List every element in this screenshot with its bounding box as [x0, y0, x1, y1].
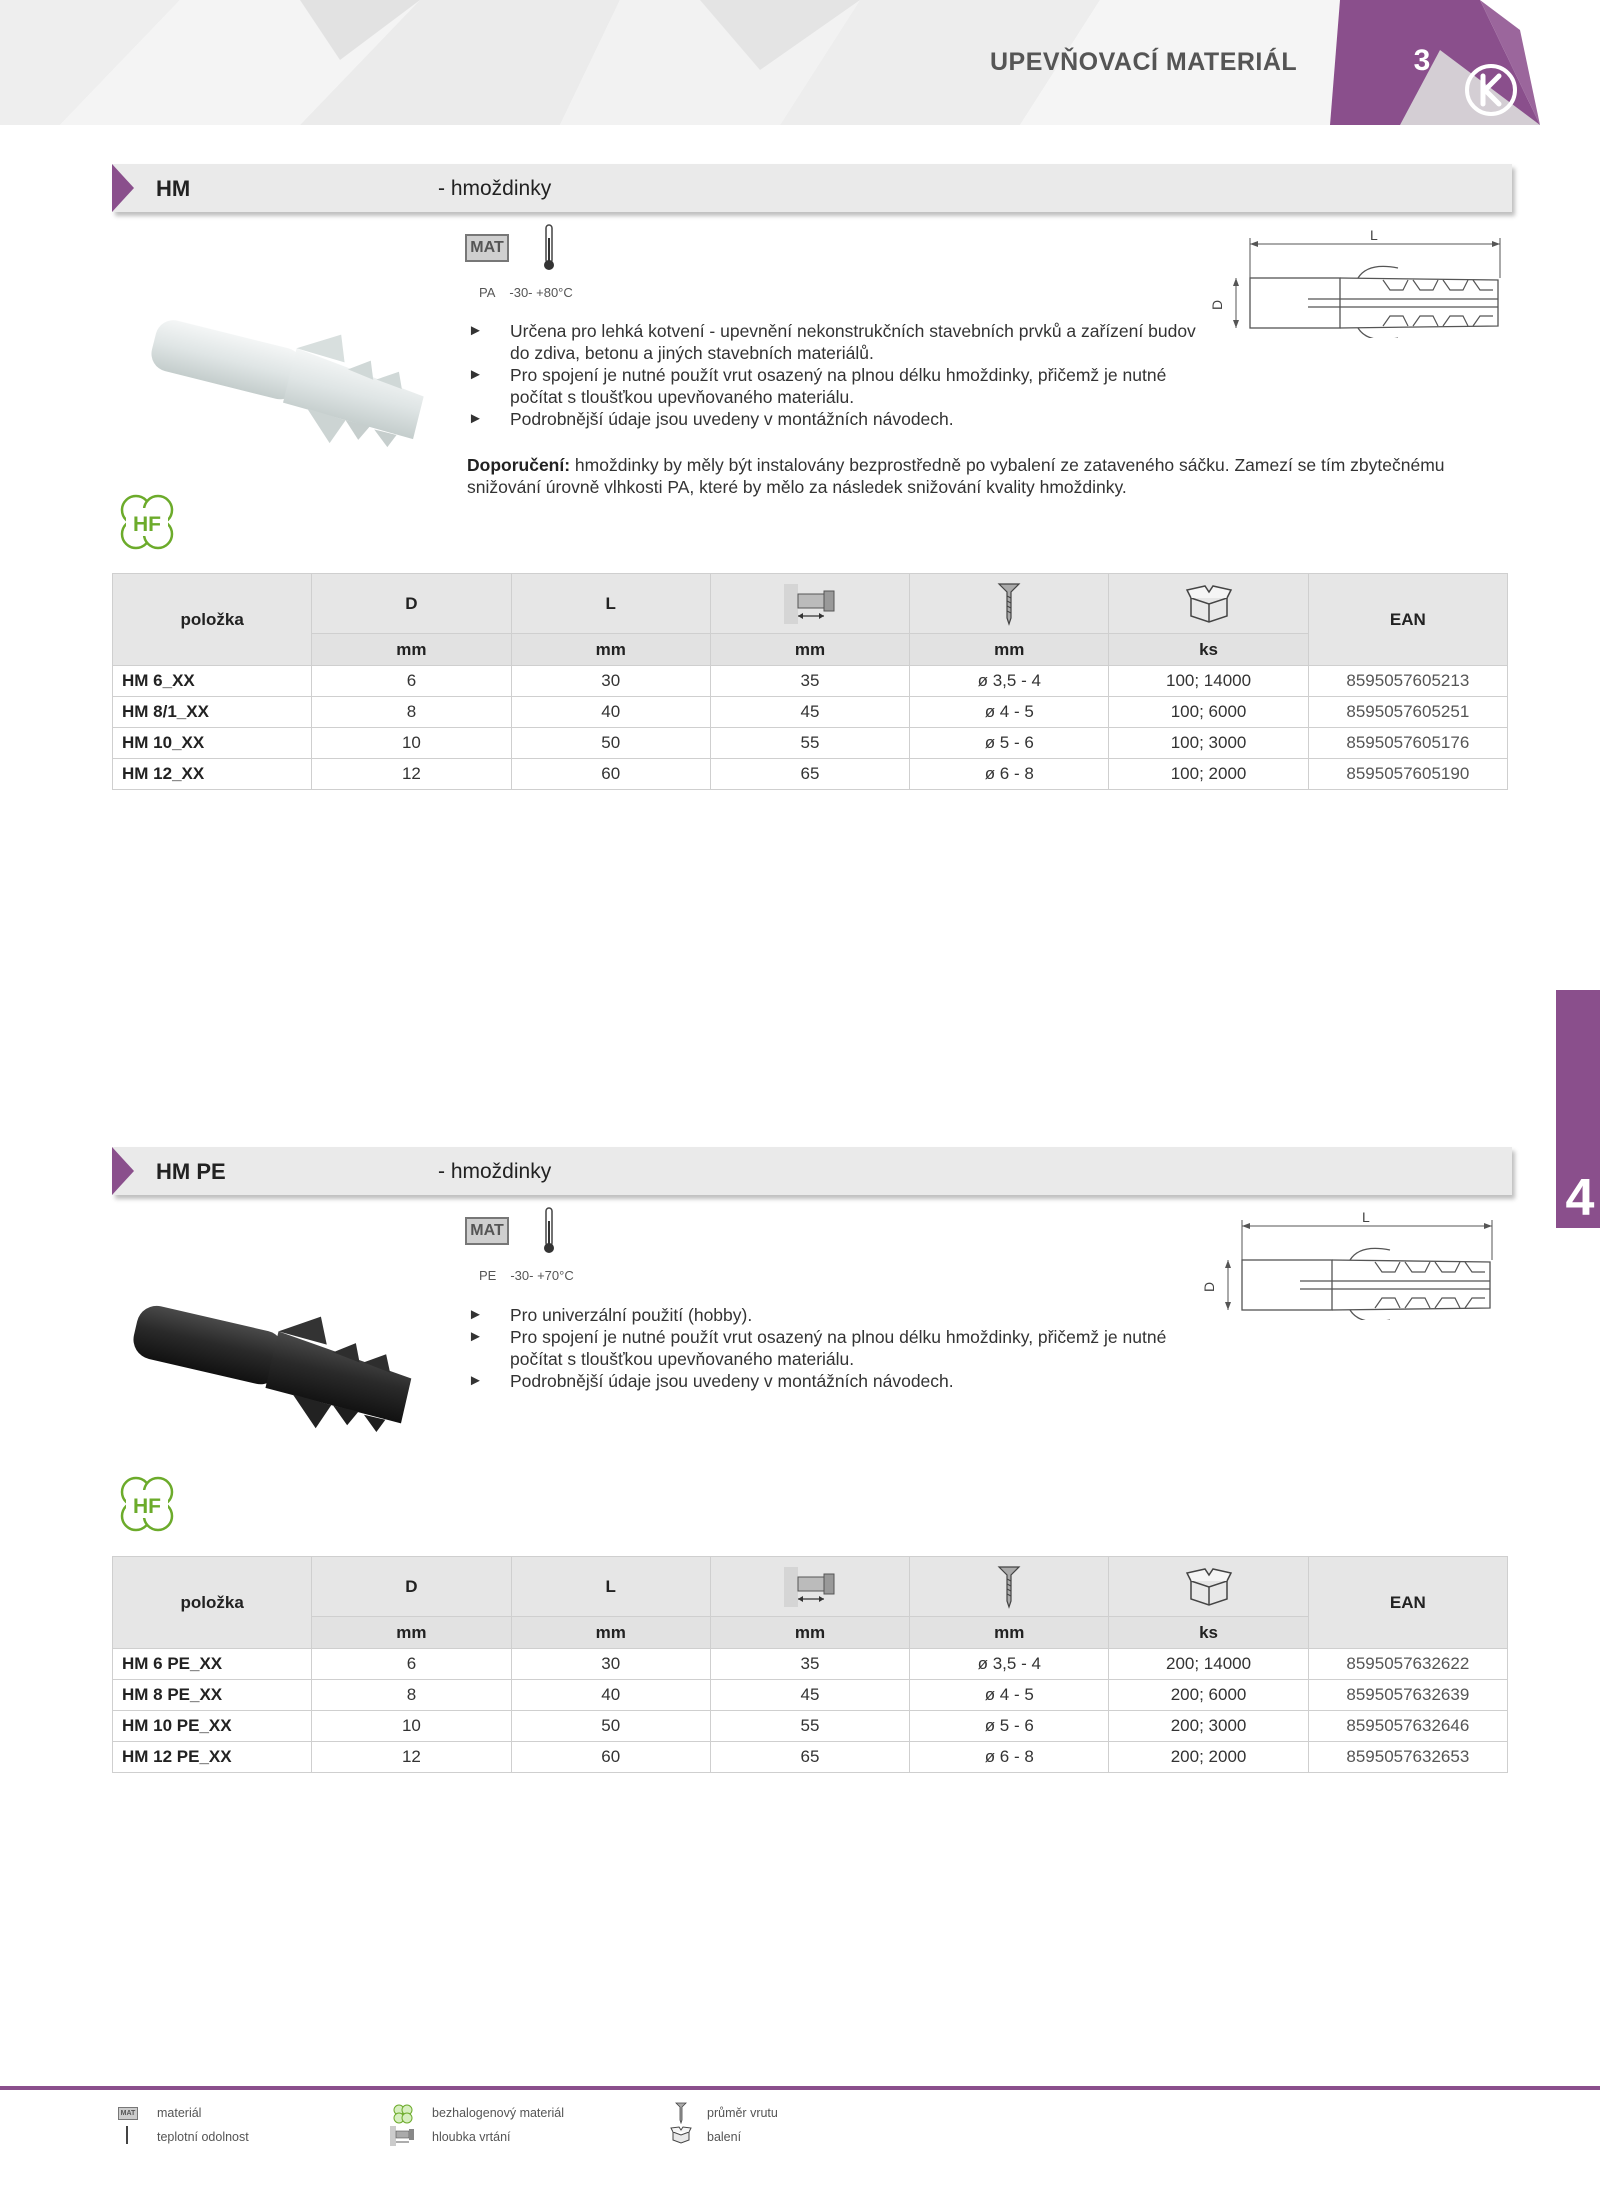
l-cell: 60 — [511, 759, 710, 790]
drill-depth-icon — [390, 2126, 416, 2146]
page-number: 3 — [1413, 44, 1431, 77]
d-cell: 10 — [312, 1711, 511, 1742]
pack-cell: 100; 2000 — [1109, 759, 1308, 790]
material-info — [479, 285, 587, 300]
ean-cell: 8595057632646 — [1308, 1711, 1507, 1742]
unit-cell: mm — [312, 1617, 511, 1649]
material-value: PE — [479, 1268, 497, 1283]
hf-icon — [112, 488, 182, 558]
section-header-hm-pe — [112, 1147, 1512, 1195]
legend-label: hloubka vrtání — [432, 2130, 511, 2144]
thermometer-icon — [543, 1207, 555, 1255]
mat-icon: MAT — [465, 234, 509, 262]
feature-list-hm-pe — [468, 1304, 1208, 1392]
ean-cell: 8595057605190 — [1308, 759, 1507, 790]
legend-label: průměr vrutu — [707, 2106, 778, 2120]
screw-cell: ø 6 - 8 — [910, 759, 1109, 790]
header-title: UPEVŇOVACÍ MATERIÁL — [990, 48, 1298, 76]
l-cell: 30 — [511, 1649, 710, 1680]
col-l-header: L — [511, 1557, 710, 1617]
col-item-header: položka — [113, 1557, 312, 1649]
list-item: ► Pro univerzální použití (hobby). — [468, 1304, 1208, 1326]
ean-cell: 8595057605251 — [1308, 697, 1507, 728]
legend-label: balení — [707, 2130, 742, 2144]
table-row — [113, 666, 1508, 697]
thermometer-icon — [543, 224, 555, 272]
col-d-header: D — [312, 1557, 511, 1617]
mat-icon: MAT — [118, 2107, 138, 2120]
table-row — [113, 728, 1508, 759]
l-cell: 50 — [511, 1711, 710, 1742]
screw-cell: ø 3,5 - 4 — [910, 1649, 1109, 1680]
list-item: ► Určena pro lehká kotvení - upevnění nekonstrukčních stavebních prvků a zařízení budov do zdiva, betonu a jiných stavebních materiálů. — [468, 320, 1208, 364]
product-photo-hm-pe — [118, 1288, 418, 1448]
ean-cell: 8595057605213 — [1308, 666, 1507, 697]
col-depth-header — [710, 574, 909, 634]
d-cell: 8 — [312, 697, 511, 728]
screw-icon — [675, 2102, 687, 2124]
spec-table-hm-pe — [112, 1556, 1508, 1773]
unit-cell: ks — [1109, 634, 1308, 666]
table-row — [113, 1742, 1508, 1773]
unit-cell: mm — [710, 634, 909, 666]
depth-cell: 35 — [710, 1649, 909, 1680]
header-background — [0, 0, 1600, 125]
drill-depth-icon — [782, 1565, 838, 1609]
product-photo-hm — [138, 302, 428, 462]
pack-cell: 200; 2000 — [1109, 1742, 1308, 1773]
item-cell: HM 6 PE_XX — [113, 1649, 312, 1680]
screw-icon — [997, 1565, 1021, 1609]
footer-divider — [0, 2086, 1600, 2090]
table-row — [113, 1649, 1508, 1680]
col-item-header: položka — [113, 574, 312, 666]
col-d-header: D — [312, 574, 511, 634]
d-cell: 6 — [312, 1649, 511, 1680]
spec-table-hm — [112, 573, 1508, 790]
col-depth-header — [710, 1557, 909, 1617]
item-cell: HM 10 PE_XX — [113, 1711, 312, 1742]
box-icon — [1185, 1567, 1233, 1607]
table-row — [113, 1711, 1508, 1742]
section-code: HM — [156, 176, 191, 201]
d-cell: 12 — [312, 1742, 511, 1773]
l-cell: 60 — [511, 1742, 710, 1773]
ean-cell: 8595057632639 — [1308, 1680, 1507, 1711]
chapter-number: 4 — [1565, 1169, 1595, 1227]
brand-logo-icon — [1463, 62, 1519, 118]
recommendation-note — [467, 454, 1517, 498]
col-ean-header: EAN — [1308, 1557, 1507, 1649]
temperature-value: -30- +70°C — [510, 1268, 574, 1283]
pack-cell: 100; 6000 — [1109, 697, 1308, 728]
dimension-drawing-hm — [1198, 228, 1508, 338]
d-cell: 8 — [312, 1680, 511, 1711]
table-row — [113, 759, 1508, 790]
recommendation-text: hmoždinky by měly být instalovány bezprostředně po vybalení ze zataveného sáčku. Zamezí se tím zbytečnému snižování úrovně vlhkosti PA, které by mělo za následek snižování kvality hmoždinky. — [467, 455, 1445, 497]
box-icon — [670, 2126, 692, 2144]
length-label: L — [1370, 228, 1378, 243]
screw-cell: ø 4 - 5 — [910, 697, 1109, 728]
legend-label: materiál — [157, 2106, 202, 2120]
diameter-label: D — [1201, 1281, 1217, 1292]
hf-label: HF — [133, 513, 161, 536]
col-screw-header — [910, 574, 1109, 634]
d-cell: 10 — [312, 728, 511, 759]
item-cell: HM 8 PE_XX — [113, 1680, 312, 1711]
thermometer-icon — [124, 2126, 130, 2144]
ean-cell: 8595057632653 — [1308, 1742, 1507, 1773]
col-screw-header — [910, 1557, 1109, 1617]
col-l-header: L — [511, 574, 710, 634]
length-label: L — [1362, 1210, 1370, 1225]
col-ean-header: EAN — [1308, 574, 1507, 666]
section-code: HM PE — [156, 1159, 226, 1184]
feature-list-hm — [468, 320, 1208, 430]
ean-cell: 8595057632622 — [1308, 1649, 1507, 1680]
mat-icon: MAT — [465, 1217, 509, 1245]
ean-cell: 8595057605176 — [1308, 728, 1507, 759]
screw-cell: ø 4 - 5 — [910, 1680, 1109, 1711]
screw-cell: ø 3,5 - 4 — [910, 666, 1109, 697]
drill-depth-icon — [782, 582, 838, 626]
l-cell: 40 — [511, 697, 710, 728]
screw-cell: ø 5 - 6 — [910, 1711, 1109, 1742]
list-item: ► Pro spojení je nutné použít vrut osazený na plnou délku hmoždinky, přičemž je nutné počítat s tloušťkou upevňovaného materiálu. — [468, 364, 1208, 408]
unit-cell: mm — [710, 1617, 909, 1649]
depth-cell: 65 — [710, 1742, 909, 1773]
temperature-value: -30- +80°C — [509, 285, 573, 300]
item-cell: HM 12 PE_XX — [113, 1742, 312, 1773]
diameter-label: D — [1209, 299, 1225, 310]
material-value: PA — [479, 285, 496, 300]
pack-cell: 100; 14000 — [1109, 666, 1308, 697]
legend-label: bezhalogenový materiál — [432, 2106, 565, 2120]
depth-cell: 65 — [710, 759, 909, 790]
unit-cell: mm — [511, 634, 710, 666]
unit-cell: mm — [910, 634, 1109, 666]
pack-cell: 200; 14000 — [1109, 1649, 1308, 1680]
depth-cell: 45 — [710, 1680, 909, 1711]
col-pack-header — [1109, 574, 1308, 634]
depth-cell: 55 — [710, 1711, 909, 1742]
depth-cell: 35 — [710, 666, 909, 697]
section-name: - hmoždinky — [438, 177, 552, 200]
d-cell: 12 — [312, 759, 511, 790]
item-cell: HM 10_XX — [113, 728, 312, 759]
hf-icon — [392, 2103, 414, 2125]
item-cell: HM 12_XX — [113, 759, 312, 790]
screw-icon — [997, 582, 1021, 626]
list-item: ► Podrobnější údaje jsou uvedeny v montážních návodech. — [468, 408, 1208, 430]
list-item: ► Pro spojení je nutné použít vrut osazený na plnou délku hmoždinky, přičemž je nutné počítat s tloušťkou upevňovaného materiálu. — [468, 1326, 1208, 1370]
dimension-drawing-hm-pe — [1190, 1210, 1500, 1320]
col-pack-header — [1109, 1557, 1308, 1617]
depth-cell: 45 — [710, 697, 909, 728]
hf-icon — [112, 1470, 182, 1540]
l-cell: 40 — [511, 1680, 710, 1711]
legend-label: teplotní odolnost — [157, 2130, 249, 2144]
l-cell: 50 — [511, 728, 710, 759]
pack-cell: 100; 3000 — [1109, 728, 1308, 759]
pack-cell: 200; 3000 — [1109, 1711, 1308, 1742]
d-cell: 6 — [312, 666, 511, 697]
unit-cell: mm — [312, 634, 511, 666]
item-cell: HM 8/1_XX — [113, 697, 312, 728]
section-header-hm — [112, 164, 1512, 212]
unit-cell: mm — [511, 1617, 710, 1649]
item-cell: HM 6_XX — [113, 666, 312, 697]
list-item: ► Podrobnější údaje jsou uvedeny v montážních návodech. — [468, 1370, 1208, 1392]
depth-cell: 55 — [710, 728, 909, 759]
table-row — [113, 1680, 1508, 1711]
unit-cell: mm — [910, 1617, 1109, 1649]
unit-cell: ks — [1109, 1617, 1308, 1649]
table-row — [113, 697, 1508, 728]
hf-label: HF — [133, 1495, 161, 1518]
recommendation-label: Doporučení: — [467, 455, 571, 475]
section-arrow-icon — [112, 1147, 134, 1195]
l-cell: 30 — [511, 666, 710, 697]
material-info — [479, 1268, 588, 1283]
pack-cell: 200; 6000 — [1109, 1680, 1308, 1711]
section-arrow-icon — [112, 164, 134, 212]
screw-cell: ø 5 - 6 — [910, 728, 1109, 759]
box-icon — [1185, 584, 1233, 624]
section-name: - hmoždinky — [438, 1160, 552, 1183]
screw-cell: ø 6 - 8 — [910, 1742, 1109, 1773]
